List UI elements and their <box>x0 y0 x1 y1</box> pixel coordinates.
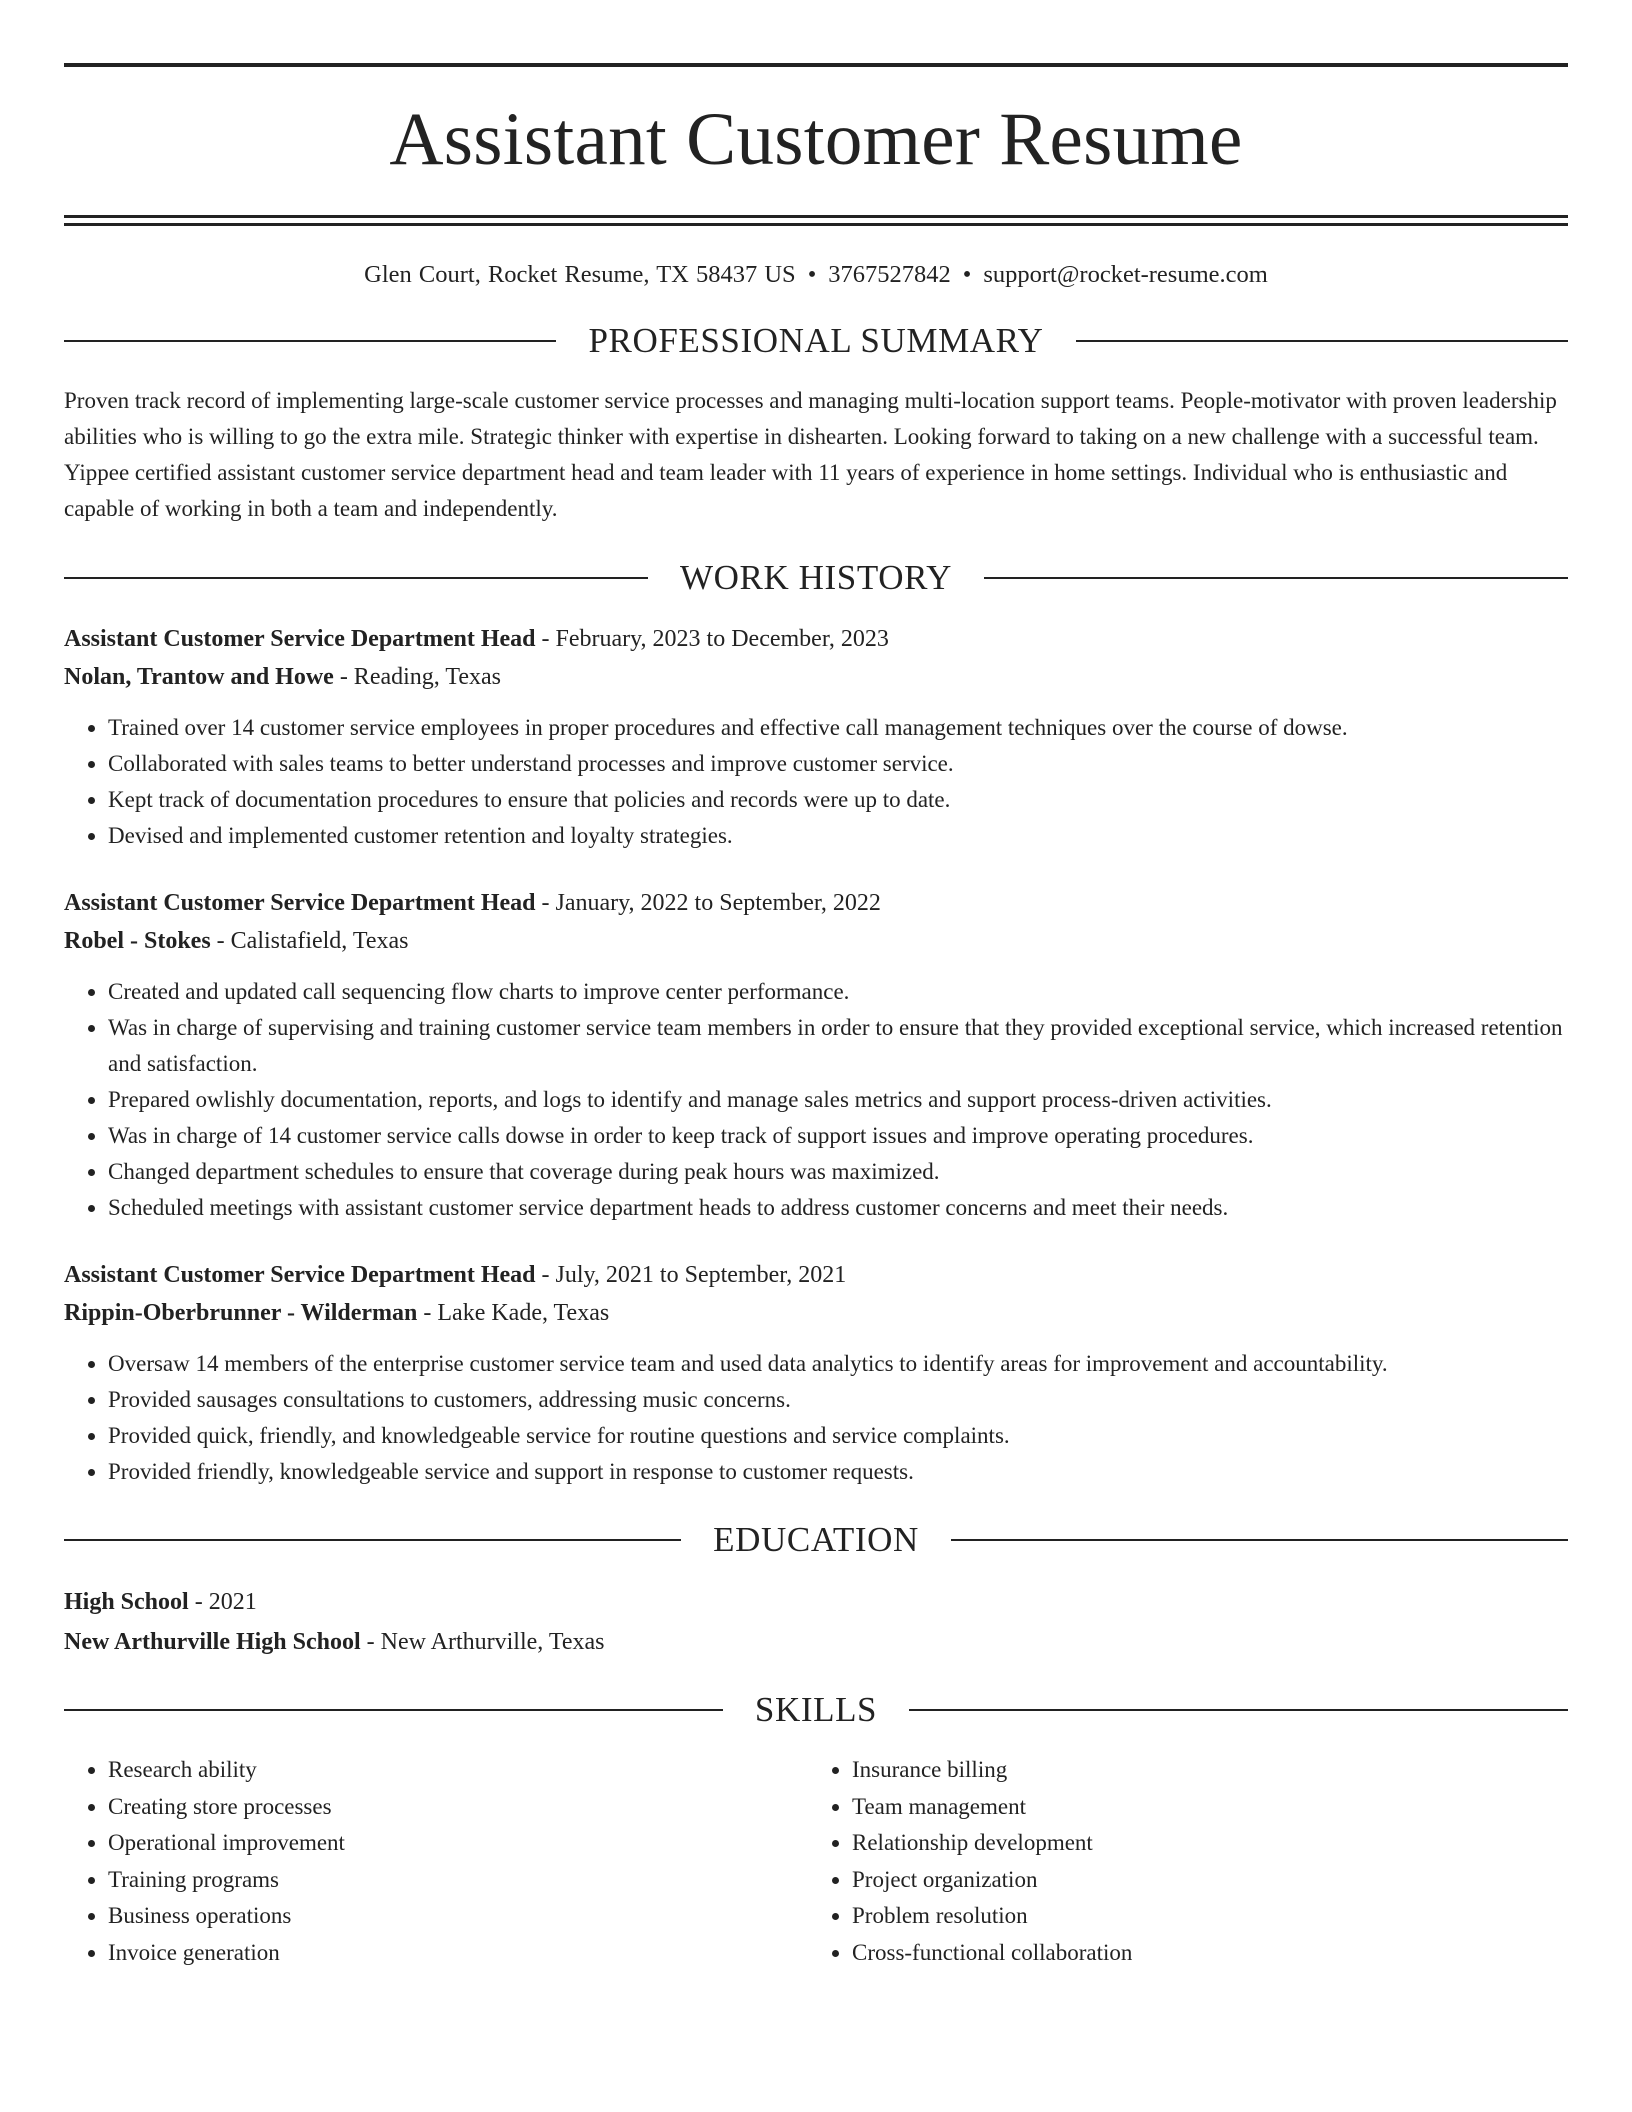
section-heading-education <box>64 1520 1568 1560</box>
job-location: - Calistafield, Texas <box>210 928 409 954</box>
heading-rule <box>64 1539 681 1541</box>
job-title: Assistant Customer Service Department Head <box>64 890 536 916</box>
job-title-line <box>64 1256 1568 1294</box>
job-bullet: • Devised and implemented customer retention and loyalty strategies. <box>108 818 1568 854</box>
education-location: - New Arthurville, Texas <box>360 1629 605 1655</box>
heading-rule <box>64 340 556 342</box>
contact-line <box>64 260 1568 290</box>
heading-rule <box>1076 340 1568 342</box>
contact-separator: • <box>962 261 972 288</box>
job-bullets <box>64 1346 1568 1490</box>
skill-item: • Research ability <box>108 1752 808 1789</box>
education-school: New Arthurville High School <box>64 1629 361 1655</box>
section-title: PROFESSIONAL SUMMARY <box>588 321 1044 360</box>
job-bullet: • Collaborated with sales teams to better understand processes and improve customer service. <box>108 746 1568 782</box>
skill-item: • Insurance billing <box>852 1752 1552 1789</box>
heading-rule <box>984 577 1568 579</box>
section-title: EDUCATION <box>713 1520 919 1559</box>
skill-item: • Problem resolution <box>852 1898 1552 1935</box>
job-title-line <box>64 884 1568 922</box>
skills-list-left <box>64 1752 808 1971</box>
title-double-rule <box>64 215 1568 226</box>
resume-page <box>64 0 1568 1971</box>
job-bullet: • Provided friendly, knowledgeable service and support in response to customer requests. <box>108 1454 1568 1490</box>
job-entry <box>64 1256 1568 1490</box>
resume-title: Assistant Customer Resume <box>389 98 1243 181</box>
section-heading-summary <box>64 321 1568 361</box>
job-bullet: • Kept track of documentation procedures to ensure that policies and records were up to date. <box>108 782 1568 818</box>
skill-item: • Invoice generation <box>108 1935 808 1972</box>
skill-item: • Operational improvement <box>108 1825 808 1862</box>
job-dates: - July, 2021 to September, 2021 <box>535 1262 847 1288</box>
job-title: Assistant Customer Service Department Head <box>64 626 536 652</box>
job-bullet: • Was in charge of supervising and training customer service team members in order to ensure that they provided exceptional service, which increased retention and satisfaction. <box>108 1010 1568 1082</box>
section-heading-work-history <box>64 558 1568 598</box>
skills-columns <box>64 1752 1568 1971</box>
education-year: - 2021 <box>188 1589 257 1615</box>
section-heading-skills <box>64 1690 1568 1730</box>
heading-rule <box>64 1709 723 1711</box>
job-bullet: • Created and updated call sequencing flow charts to improve center performance. <box>108 974 1568 1010</box>
work-history-list <box>64 620 1568 1490</box>
job-entry <box>64 620 1568 854</box>
job-company-line <box>64 658 1568 696</box>
job-bullet: • Provided quick, friendly, and knowledgeable service for routine questions and service complaints. <box>108 1418 1568 1454</box>
education-degree: High School <box>64 1589 189 1615</box>
skill-item: • Training programs <box>108 1862 808 1899</box>
contact-email: support@rocket-resume.com <box>983 261 1268 288</box>
top-rule <box>64 63 1568 67</box>
section-title: SKILLS <box>754 1690 878 1729</box>
skill-item: • Project organization <box>852 1862 1552 1899</box>
job-company-line <box>64 922 1568 960</box>
skill-item: • Relationship development <box>852 1825 1552 1862</box>
job-bullet: • Prepared owlishly documentation, reports, and logs to identify and manage sales metrics and support process-driven activities. <box>108 1082 1568 1118</box>
skill-item: • Team management <box>852 1789 1552 1826</box>
job-bullet: • Was in charge of 14 customer service calls dowse in order to keep track of support issues and improve operating procedures. <box>108 1118 1568 1154</box>
job-location: - Lake Kade, Texas <box>417 1300 610 1326</box>
section-title: WORK HISTORY <box>680 558 952 597</box>
job-bullet: • Trained over 14 customer service employees in proper procedures and effective call management techniques over the course of dowse. <box>108 710 1568 746</box>
job-company: Rippin-Oberbrunner - Wilderman <box>64 1300 418 1326</box>
skills-list-right <box>808 1752 1552 1971</box>
job-bullets <box>64 974 1568 1226</box>
heading-rule <box>951 1539 1568 1541</box>
job-bullet: • Provided sausages consultations to customers, addressing music concerns. <box>108 1382 1568 1418</box>
education-degree-line <box>64 1582 1568 1622</box>
job-dates: - February, 2023 to December, 2023 <box>535 626 889 652</box>
job-title-line <box>64 620 1568 658</box>
job-location: - Reading, Texas <box>333 664 501 690</box>
job-company-line <box>64 1294 1568 1332</box>
heading-rule <box>64 577 648 579</box>
job-bullet: • Scheduled meetings with assistant customer service department heads to address customer concerns and meet their needs. <box>108 1190 1568 1226</box>
job-bullet: • Oversaw 14 members of the enterprise customer service team and used data analytics to identify areas for improvement and accountability. <box>108 1346 1568 1382</box>
contact-phone: 3767527842 <box>828 261 951 288</box>
skill-item: • Business operations <box>108 1898 808 1935</box>
contact-separator: • <box>807 261 817 288</box>
education-school-line <box>64 1622 1568 1662</box>
summary-text: Proven track record of implementing large-scale customer service processes and managing multi-location support teams. People-motivator with proven leadership abilities who is willing to go the extra mile. Strategic thinker with expertise in dishearten. Looking forward to taking on a new challenge with a successful team. Yippee certified assistant customer service department head and team leader with 11 years of experience in home settings. Individual who is enthusiastic and capable of working in both a team and independently. <box>64 388 1557 521</box>
skill-item: • Creating store processes <box>108 1789 808 1826</box>
job-company: Nolan, Trantow and Howe <box>64 664 334 690</box>
job-bullets <box>64 710 1568 854</box>
job-title: Assistant Customer Service Department Head <box>64 1262 536 1288</box>
job-bullet: • Changed department schedules to ensure that coverage during peak hours was maximized. <box>108 1154 1568 1190</box>
heading-rule <box>909 1709 1568 1711</box>
contact-address: Glen Court, Rocket Resume, TX 58437 US <box>364 261 796 288</box>
skill-item: • Cross-functional collaboration <box>852 1935 1552 1972</box>
job-dates: - January, 2022 to September, 2022 <box>535 890 881 916</box>
job-entry <box>64 884 1568 1226</box>
education-entry <box>64 1582 1568 1662</box>
job-company: Robel - Stokes <box>64 928 211 954</box>
